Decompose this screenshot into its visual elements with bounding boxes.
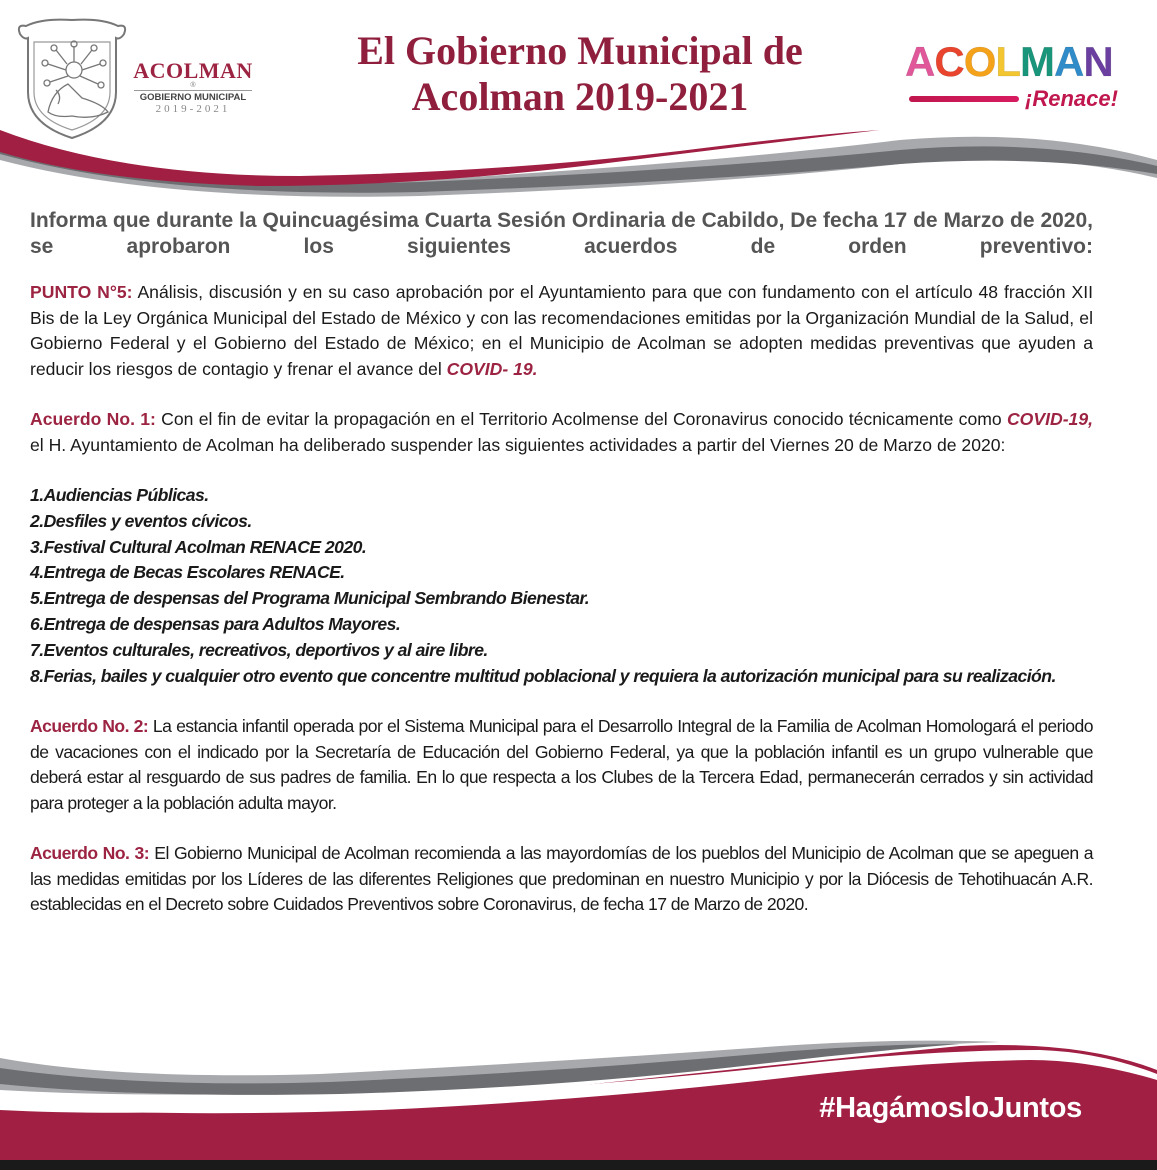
list-item: 3.Festival Cultural Acolman RENACE 2020. [30,536,367,557]
brand-wordmark [905,40,1145,84]
list-item: 6.Entrega de despensas para Adultos Mayores. [30,613,401,634]
swoosh-icon [909,96,1019,102]
acuerdo-2-paragraph [30,714,1093,816]
brand-letter: C [934,38,964,85]
brand-tagline-row [905,86,1145,112]
bottom-bar [0,1160,1157,1170]
gov-logo-name: ACOLMAN [133,58,253,83]
acuerdo-2-text: La estancia infantil operada por el Sistema Municipal para el Desarrollo Integral de la Familia de Acolman Homologará el periodo de vacaciones con el indicado por la Secretaría de Educación del Gobierno Federal, ya que la población infantil es un grupo vulnerable que deberá estar al resguardo de sus padres de familia. En lo que respecta a los Clubes de la Tercera Edad, permanecerán cerrados y sin actividad para proteger a la población adulta mayor. [30,716,1093,813]
list-item: 5.Entrega de despensas del Programa Municipal Sembrando Bienestar. [30,588,590,609]
acuerdo-2-label: Acuerdo No. 2: [30,716,149,737]
punto-5-label: PUNTO N°5: [30,282,133,302]
list-item: 7.Eventos culturales, recreativos, deportivos y al aire libre. [30,639,488,660]
acuerdo-3-paragraph [30,841,1093,918]
suspended-activities-list [30,483,1093,689]
intro-text: Informa que durante la Quincuagésima Cuarta Sesión Ordinaria de Cabildo, De fecha 17 de Marzo de 2020, se aprobaron los siguientes acuerdos de orden preventivo: [30,209,1093,258]
gov-logo-years: 2019-2021 [155,103,231,115]
title-line-1: El Gobierno Municipal de [357,28,803,73]
document-body [30,208,1093,918]
page-title [280,28,880,120]
punto-5-text: Análisis, discusión y en su caso aprobación por el Ayuntamiento para que con fundamento con el artículo 48 fracción XII Bis de la Ley Orgánica Municipal del Estado de México y con las recomendaciones emitidas por la Organización Mundial de la Salud, el Gobierno Federal y el Gobierno del Estado de México; en el Municipio de Acolman se adopten medidas preventivas que ayuden a reducir los riesgos de contagio y frenar el avance del [30,282,1093,379]
brand-tagline: ¡Renace! [1025,86,1118,111]
acuerdo-1-text-after: el H. Ayuntamiento de Acolman ha deliberado suspender las siguientes actividades a partir del Viernes 20 de Marzo de 2020: [30,434,1006,455]
title-line-2: Acolman 2019-2021 [411,74,749,119]
acuerdo-1-paragraph [30,407,1093,458]
brand-letter: A [905,38,935,85]
gobierno-municipal-logo [128,60,258,115]
gov-logo-subtitle: GOBIERNO MUNICIPAL [134,90,252,103]
brand-letter: N [1083,38,1113,85]
punto-5-paragraph [30,280,1093,382]
list-item: 2.Desfiles y eventos cívicos. [30,510,252,531]
header [0,0,1157,200]
brand-letter: L [995,38,1021,85]
brand-letter: M [1020,38,1055,85]
covid-emphasis: COVID- 19. [446,358,538,379]
brand-letter: O [963,38,996,85]
list-item: 4.Entrega de Becas Escolares RENACE. [30,562,345,583]
list-item: 8.Ferias, bailes y cualquier otro evento que concentre multitud poblacional y requiera la autorización municipal para su realización. [30,665,1056,686]
hashtag-text: #HagámosloJuntos [819,1092,1082,1124]
registered-mark: ® [190,82,196,89]
list-item: 1.Audiencias Públicas. [30,485,209,505]
acuerdo-1-label: Acuerdo No. 1: [30,409,156,429]
header-wave-decoration [0,120,1157,200]
acuerdo-1-text-before: Con el fin de evitar la propagación en el Territorio Acolmense del Coronavirus conocido técnicamente como [155,409,1007,429]
covid-emphasis: COVID-19, [1006,409,1094,429]
acuerdo-3-text: El Gobierno Municipal de Acolman recomienda a las mayordomías de los pueblos del Municipio de Acolman que se apeguen a las medidas emitidas por los Líderes de las diferentes Religiones que predominan en nuestro Municipio y por la Diócesis de Tehotihuacán A.R. establecidas en el Decreto sobre Cuidados Preventivos sobre Coronavirus, de fecha 17 de Marzo de 2020. [30,843,1093,915]
brand-letter: A [1054,38,1084,85]
acuerdo-3-label: Acuerdo No. 3: [30,843,150,864]
acolman-renace-logo [905,40,1145,120]
